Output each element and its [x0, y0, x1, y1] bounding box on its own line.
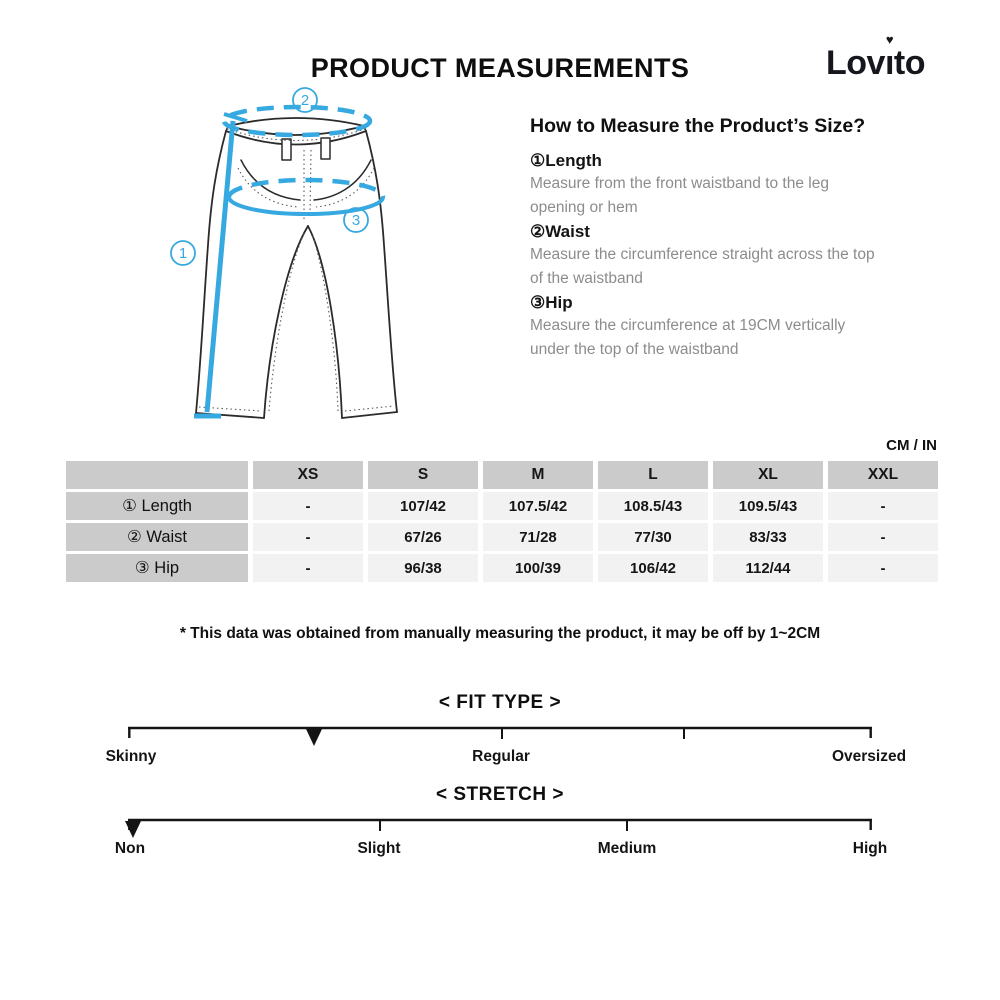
hip-measure-ellipse-dashed	[229, 180, 383, 197]
stretch-marker	[125, 821, 141, 838]
brand-logo-i: ı ♥	[884, 32, 894, 82]
row-label-waist: ② Waist	[66, 523, 248, 551]
instruction-text-length: Measure from the front waistband to the leg opening or hem	[530, 175, 829, 216]
table-corner-cell	[66, 461, 248, 489]
table-cell: 108.5/43	[598, 492, 708, 520]
length-measure-line	[207, 121, 233, 412]
instruction-text-waist: Measure the circumference straight across the top of the waistband	[530, 246, 875, 287]
instruction-item-hip	[530, 291, 882, 362]
fit-type-marker	[306, 729, 322, 746]
instruction-title-length: ①Length	[530, 151, 602, 170]
table-cell: -	[828, 492, 938, 520]
table-cell: -	[253, 523, 363, 551]
table-cell: 106/42	[598, 554, 708, 582]
stretch-scale	[0, 807, 1000, 862]
measure-instructions	[530, 114, 882, 362]
instruction-title-hip: ③Hip	[530, 293, 573, 312]
callout-number-2: 2	[300, 92, 310, 109]
table-cell: 83/33	[713, 523, 823, 551]
table-cell: 107/42	[368, 492, 478, 520]
stretch-label-high: High	[852, 840, 888, 857]
stretch-label-medium: Medium	[597, 840, 657, 857]
pants-measurement-diagram	[150, 85, 480, 437]
brand-logo	[826, 32, 925, 83]
measurement-annotations	[171, 88, 383, 416]
table-header-xs: XS	[253, 461, 363, 489]
stretch-heading: < STRETCH >	[436, 784, 564, 805]
fit-type-label-regular: Regular	[472, 748, 530, 765]
instruction-text-hip: Measure the circumference at 19CM vertically under the top of the waistband	[530, 317, 846, 358]
table-header-m: M	[483, 461, 593, 489]
stretch-scale-line	[128, 820, 872, 831]
size-table	[66, 461, 938, 582]
fit-type-scale-line	[128, 728, 872, 739]
table-header-xl: XL	[713, 461, 823, 489]
table-cell: 67/26	[368, 523, 478, 551]
table-cell: 107.5/42	[483, 492, 593, 520]
stretch-label-slight: Slight	[357, 840, 401, 857]
fit-type-heading: < FIT TYPE >	[438, 692, 562, 713]
table-cell: -	[253, 492, 363, 520]
fit-type-label-oversized: Oversized	[831, 748, 907, 765]
table-cell: 77/30	[598, 523, 708, 551]
instructions-heading: How to Measure the Product’s Size?	[530, 115, 866, 137]
table-cell: -	[828, 554, 938, 582]
row-label-hip: ③ Hip	[66, 554, 248, 582]
table-cell: 109.5/43	[713, 492, 823, 520]
brand-logo-right: to	[893, 44, 925, 82]
page-title: PRODUCT MEASUREMENTS	[310, 53, 690, 83]
table-header-s: S	[368, 461, 478, 489]
measurement-disclaimer: * This data was obtained from manually measuring the product, it may be off by 1~2CM	[179, 625, 821, 642]
stretch-label-non: Non	[114, 840, 146, 857]
callout-number-3: 3	[351, 212, 361, 229]
table-cell: -	[253, 554, 363, 582]
heart-icon: ♥	[885, 32, 894, 47]
table-header-xxl: XXL	[828, 461, 938, 489]
unit-label: CM / IN	[886, 437, 937, 454]
table-cell: 71/28	[483, 523, 593, 551]
instruction-item-waist	[530, 220, 882, 291]
instruction-title-waist: ②Waist	[530, 222, 590, 241]
table-cell: 96/38	[368, 554, 478, 582]
table-cell: 100/39	[483, 554, 593, 582]
pants-outline	[196, 118, 397, 418]
row-label-length: ① Length	[66, 492, 248, 520]
table-cell: 112/44	[713, 554, 823, 582]
table-header-l: L	[598, 461, 708, 489]
fit-type-scale	[0, 715, 1000, 770]
table-cell: -	[828, 523, 938, 551]
instruction-item-length	[530, 149, 882, 220]
brand-logo-left: Lov	[826, 44, 885, 82]
callout-number-1: 1	[178, 245, 188, 262]
fit-type-label-skinny: Skinny	[105, 748, 157, 765]
